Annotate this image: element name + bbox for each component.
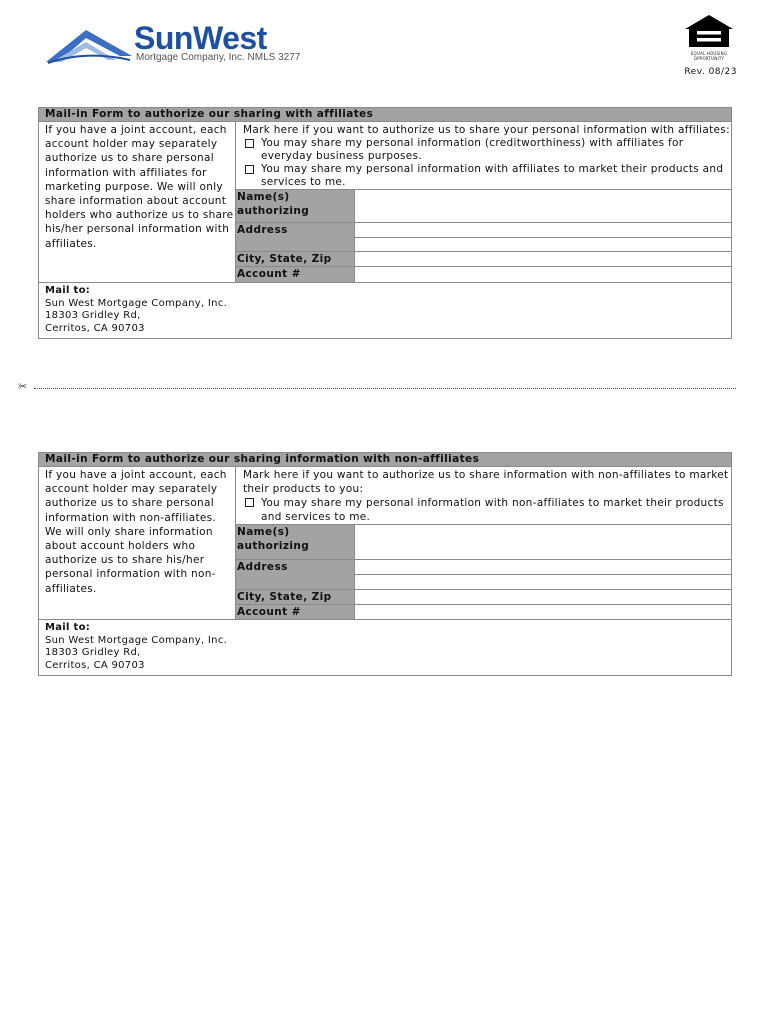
revision-label: Rev. 08/23 [684, 67, 737, 77]
name-field[interactable] [355, 190, 731, 222]
mailing-address [39, 283, 731, 338]
option-everyday-business [236, 137, 731, 163]
option-label: You may share my personal information with non-affiliates to market their products and services to me. [261, 497, 724, 523]
account-field[interactable] [355, 605, 731, 619]
joint-account-note: If you have a joint account, each account holder may separately authorize us to share personal information with non-affiliates. We will only share information about account holders who authorize us to share his/her personal information with non-affiliates. [39, 467, 236, 619]
company-logo [46, 22, 326, 66]
account-label: Account # [236, 267, 355, 282]
checkbox-marketing[interactable] [245, 165, 254, 174]
name-label: Name(s) authorizing [236, 525, 355, 559]
address-label: Address [236, 560, 355, 589]
checkbox-non-affiliate-marketing[interactable] [245, 498, 254, 507]
form-body [39, 122, 731, 283]
city-field[interactable] [355, 252, 731, 266]
account-label: Account # [236, 605, 355, 619]
address-line: Cerritos, CA 90703 [45, 659, 145, 671]
authorization-intro: Mark here if you want to authorize us to share your personal information with affiliates: [243, 124, 730, 136]
house-roof-icon [46, 26, 132, 64]
mail-label: Mail to: [45, 285, 91, 296]
name-field[interactable] [355, 525, 731, 559]
form-title: Mail-in Form to authorize our sharing with affiliates [39, 108, 731, 122]
authorization-intro: Mark here if you want to authorize us to share information with non-affiliates to market their products to you: [243, 469, 729, 495]
address-line: Sun West Mortgage Company, Inc. [45, 297, 228, 309]
city-field[interactable] [355, 590, 731, 604]
option-label: You may share my personal information (creditworthiness) with affiliates for everyday business purposes. [261, 137, 684, 162]
form-body [39, 467, 731, 620]
authorization-section [236, 122, 731, 282]
affiliates-form [38, 107, 732, 339]
authorization-fields [236, 189, 731, 282]
address-field-line-1[interactable] [355, 223, 731, 238]
equal-housing-icon [683, 14, 735, 48]
brand-tagline: Mortgage Company, Inc. NMLS 3277 [136, 52, 301, 63]
authorization-section [236, 467, 731, 619]
option-non-affiliate-marketing [236, 496, 731, 524]
city-label: City, State, Zip [236, 590, 355, 604]
address-line: Sun West Mortgage Company, Inc. [45, 634, 228, 646]
cut-line [18, 380, 736, 394]
scissors-icon: ✂ [18, 380, 28, 393]
form-title: Mail-in Form to authorize our sharing information with non-affiliates [39, 453, 731, 467]
address-line: 18303 Gridley Rd, [45, 647, 141, 658]
brand-name: SunWest [134, 20, 267, 56]
account-field[interactable] [355, 267, 731, 282]
address-label: Address [236, 223, 355, 251]
option-label: You may share my personal information with affiliates to market their products and services to me. [261, 163, 724, 188]
address-line: 18303 Gridley Rd, [45, 310, 141, 321]
mail-label: Mail to: [45, 622, 91, 633]
checkbox-everyday-business[interactable] [245, 139, 254, 148]
city-label: City, State, Zip [236, 252, 355, 266]
address-line: Cerritos, CA 90703 [45, 322, 145, 334]
non-affiliates-form [38, 452, 732, 676]
joint-account-note: If you have a joint account, each account holder may separately authorize us to share personal information with affiliates for marketing purpose. We will only share information about account holders who authorize us to share his/her personal information with affiliates. [39, 122, 236, 282]
authorization-fields [236, 524, 731, 619]
dotted-divider [34, 388, 736, 389]
address-field-line-2[interactable] [355, 575, 731, 589]
address-field-line-1[interactable] [355, 560, 731, 575]
name-label: Name(s) authorizing [236, 190, 355, 222]
address-field-line-2[interactable] [355, 238, 731, 252]
equal-housing-text: EQUAL HOUSING OPPORTUNITY [690, 51, 728, 61]
mailing-address [39, 620, 731, 675]
equal-housing-logo [683, 14, 735, 62]
option-marketing [236, 163, 731, 189]
